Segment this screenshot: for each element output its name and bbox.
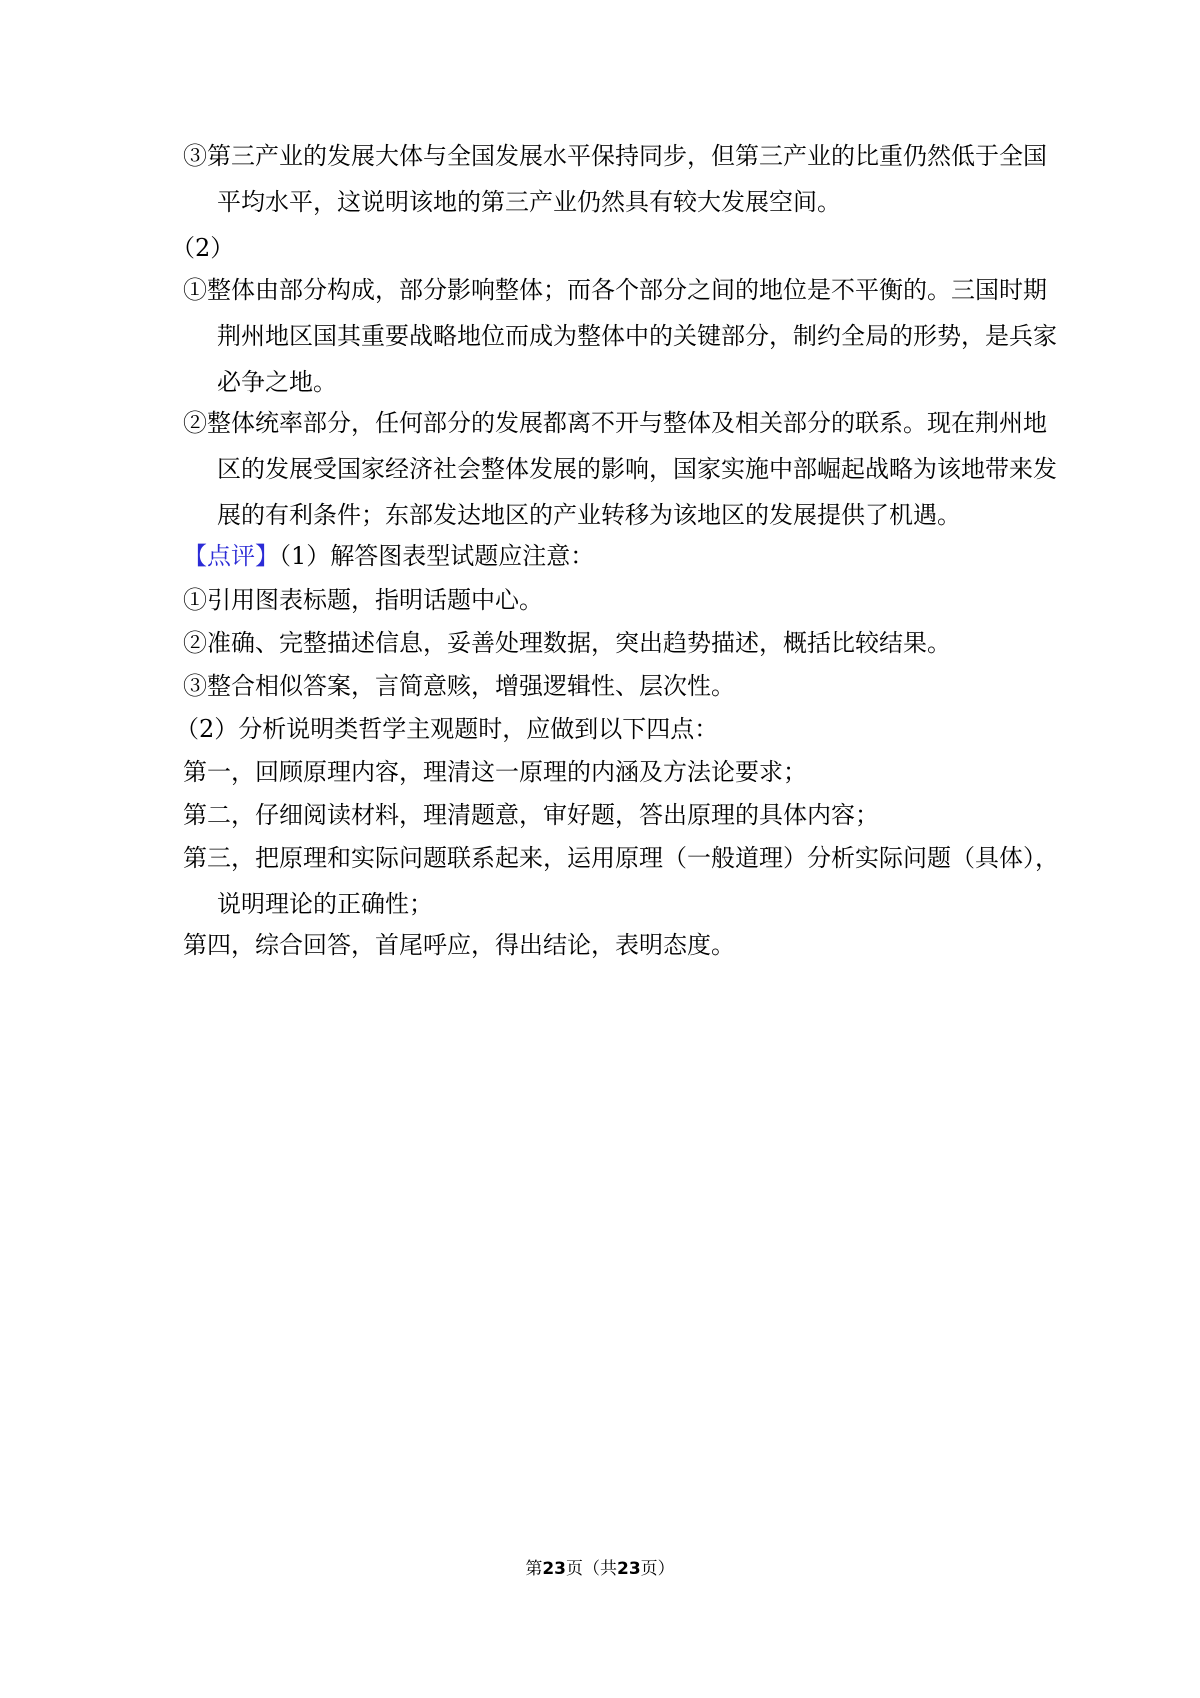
paragraph-section-2-instructions: （2）分析说明类哲学主观题时，应做到以下四点：: [175, 715, 719, 743]
paragraph-section-2-marker: （2）: [171, 234, 235, 262]
page-footer: [0, 1557, 1200, 1581]
footer-total-pages: 23: [617, 1559, 641, 1579]
paragraph-step-1: 第一，回顾原理内容，理清这一原理的内涵及方法论要求；: [183, 758, 807, 786]
footer-prefix: 第: [525, 1559, 543, 1579]
footer-page-number: 23: [542, 1559, 566, 1579]
paragraph-point-1-whole-and-parts: ①整体由部分构成，部分影响整体；而各个部分之间的地位是不平衡的。三国时期荆州地区国其重要战略地位而成为整体中的关键部分，制约全局的形势，是兵家必争之地。: [183, 276, 1057, 396]
paragraph-tip-2: ②准确、完整描述信息，妥善处理数据，突出趋势描述，概括比较结果。: [183, 629, 951, 657]
paragraph-tip-3: ③整合相似答案，言简意赅，增强逻辑性、层次性。: [183, 672, 735, 700]
paragraph-point-3-tertiary-industry: ③第三产业的发展大体与全国发展水平保持同步，但第三产业的比重仍然低于全国平均水平，这说明该地的第三产业仍然具有较大发展空间。: [183, 142, 1047, 216]
footer-suffix: 页）: [640, 1559, 675, 1579]
paragraph-step-3: 第三，把原理和实际问题联系起来，运用原理（一般道理）分析实际问题（具体），说明理论的正确性；: [183, 844, 1059, 918]
paragraph-commentary: [183, 533, 1033, 579]
paragraph-step-2: 第二，仔细阅读材料，理清题意，审好题，答出原理的具体内容；: [183, 801, 879, 829]
paragraph-step-4: 第四，综合回答，首尾呼应，得出结论，表明态度。: [183, 931, 735, 959]
commentary-label: 【点评】: [183, 542, 279, 570]
paragraph-tip-1: ①引用图表标题，指明话题中心。: [183, 586, 543, 614]
paragraph-point-2-whole-governs-parts: ②整体统率部分，任何部分的发展都离不开与整体及相关部分的联系。现在荆州地区的发展受国家经济社会整体发展的影响，国家实施中部崛起战略为该地带来发展的有利条件；东部发达地区的产业转移为该地区的发展提供了机遇。: [183, 409, 1057, 529]
commentary-text: （1）解答图表型试题应注意：: [279, 542, 595, 570]
footer-middle: 页（共: [566, 1559, 617, 1579]
